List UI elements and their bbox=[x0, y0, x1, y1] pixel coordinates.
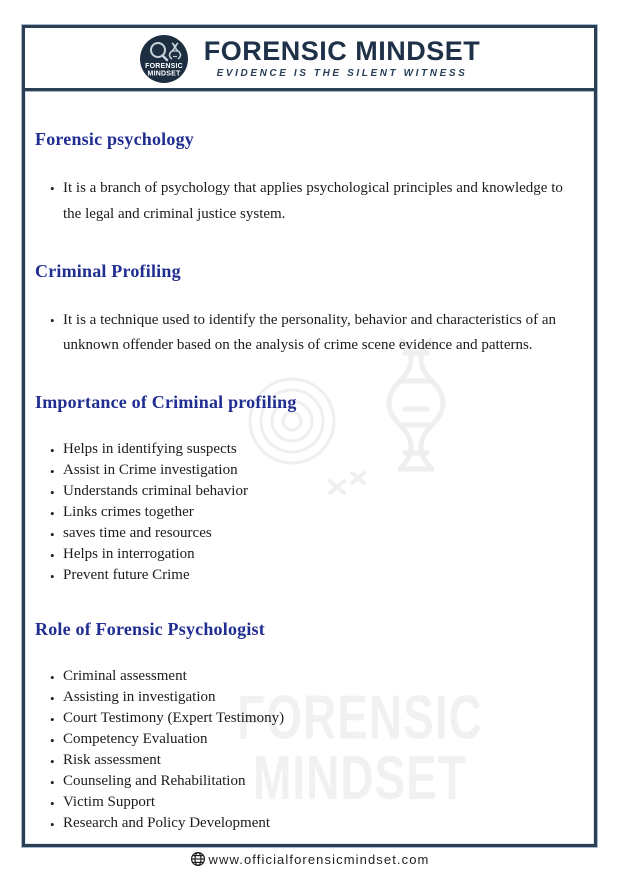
content-area bbox=[25, 91, 594, 844]
bullet-item: • Prevent future Crime bbox=[50, 565, 580, 586]
bullet-item: • It is a branch of psychology that applies psychological principles and knowledge to the legal and criminal justice system. bbox=[50, 176, 580, 228]
bullet-item: • Understands criminal behavior bbox=[50, 481, 580, 502]
bullet-list bbox=[35, 666, 580, 834]
section bbox=[35, 392, 580, 586]
forensic-mindset-logo-icon bbox=[139, 34, 189, 84]
watermark-text: FORENSIC MINDSET bbox=[237, 681, 483, 813]
bullet-item: • saves time and resources bbox=[50, 523, 580, 544]
bullet-list bbox=[35, 308, 580, 360]
bullet-item: • Assist in Crime investigation bbox=[50, 460, 580, 481]
bullet-item: • Assisting in investigation bbox=[50, 687, 580, 708]
bullet-item: • Victim Support bbox=[50, 792, 580, 813]
page-frame bbox=[22, 25, 597, 847]
bullet-item: • Court Testimony (Expert Testimony) bbox=[50, 708, 580, 729]
bullet-item: • Research and Policy Development bbox=[50, 813, 580, 834]
section-heading: Criminal Profiling bbox=[35, 260, 181, 281]
footer-url[interactable]: www.officialforensicmindset.com bbox=[208, 851, 430, 867]
section bbox=[35, 261, 580, 360]
tagline: EVIDENCE IS THE SILENT WITNESS bbox=[216, 68, 468, 80]
globe-icon bbox=[190, 851, 206, 867]
page-footer bbox=[0, 851, 619, 867]
section-heading: Importance of Criminal profiling bbox=[35, 392, 297, 413]
page-header bbox=[25, 28, 594, 91]
bullet-item: • Counseling and Rehabilitation bbox=[50, 771, 580, 792]
bullet-item: • Competency Evaluation bbox=[50, 729, 580, 750]
section bbox=[35, 619, 580, 834]
section-heading: Forensic psychology bbox=[35, 129, 194, 149]
bullet-item: • It is a technique used to identify the personality, behavior and characteristics of an unknown offender based on the analysis of crime scene evidence and patterns. bbox=[50, 308, 580, 360]
sections-container bbox=[35, 129, 580, 834]
logo-text-line2: MINDSET bbox=[147, 70, 181, 78]
title-block bbox=[204, 37, 481, 79]
bullet-item: • Risk assessment bbox=[50, 750, 580, 771]
logo-text-line1: FORENSIC bbox=[144, 63, 183, 70]
section bbox=[35, 129, 580, 228]
bullet-list bbox=[35, 439, 580, 586]
section-heading: Role of Forensic Psychologist bbox=[35, 619, 265, 640]
bullet-list bbox=[35, 176, 580, 228]
bullet-item: • Helps in identifying suspects bbox=[50, 439, 580, 460]
bullet-item: • Criminal assessment bbox=[50, 666, 580, 687]
bullet-item: • Links crimes together bbox=[50, 502, 580, 523]
bullet-item: • Helps in interrogation bbox=[50, 544, 580, 565]
page-title: FORENSIC MINDSET bbox=[203, 35, 481, 66]
